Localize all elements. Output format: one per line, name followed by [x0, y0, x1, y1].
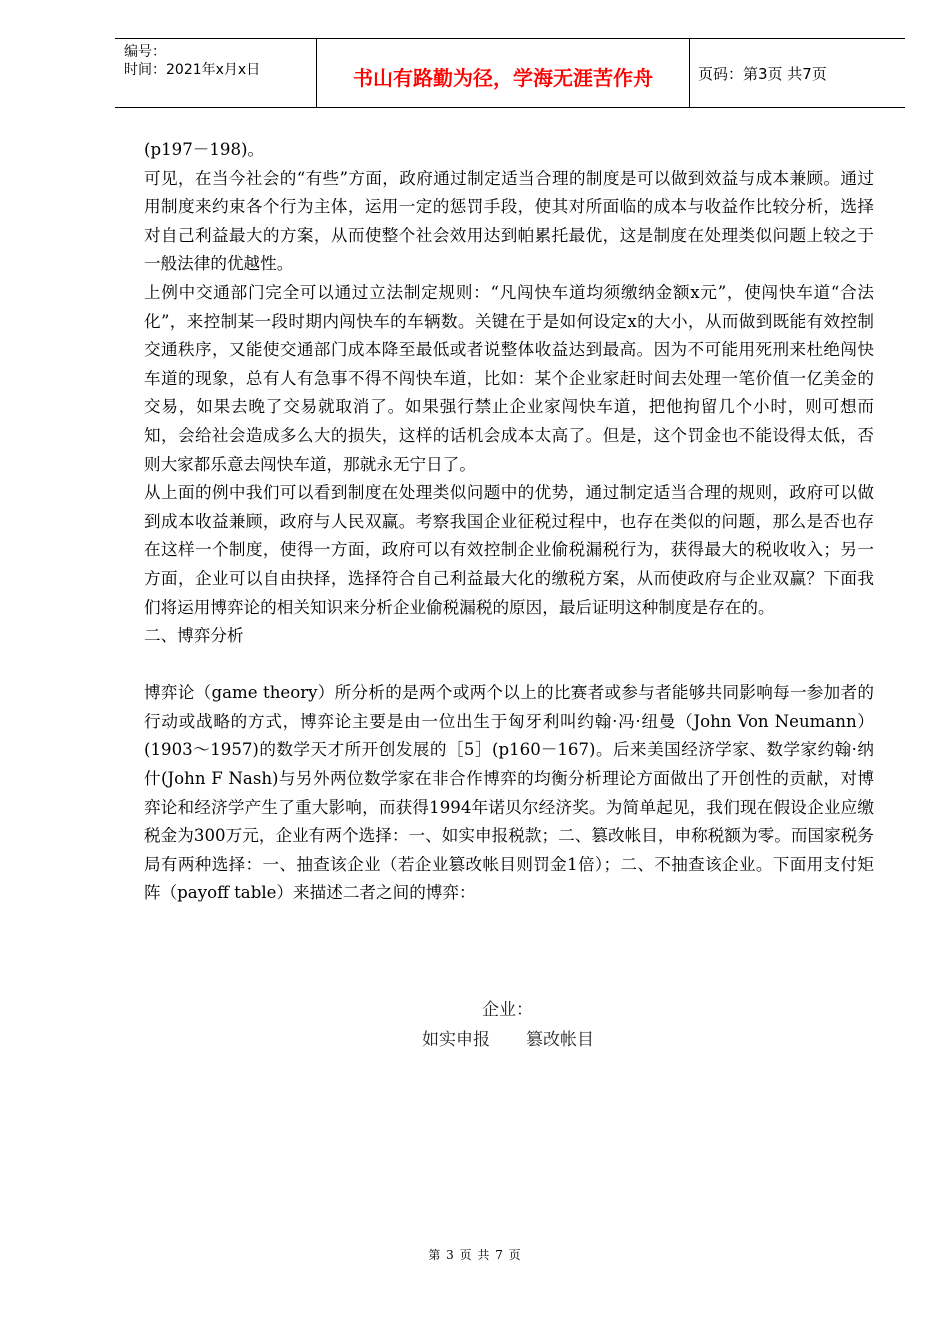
strategy-truthful: 如实申报	[422, 1030, 490, 1050]
paragraph: 上例中交通部门完全可以通过立法制定规则：“凡闯快车道均须缴纳金额x元”，使闯快车道“合法化”，来控制某一段时期内闯快车的车辆数。关键在于是如何设定x的大小，从而做到既能有效控制交通秩序，又能使交通部门成本降至最低或者说整体收益达到最高。因为不可能用死刑来杜绝闯快车道的现象，总有人有急事不得不闯快车道，比如：某个企业家赶时间去处理一笔价值一亿美金的交易，如果去晚了交易就取消了。如果强行禁止企业家闯快车道，把他拘留几个小时，则可想而知，会给社会造成多么大的损失，这样的话机会成本太高了。但是，这个罚金也不能设得太低，否则大家都乐意去闯快车道，那就永无宁日了。	[144, 282, 874, 474]
header-motto: 书山有路勤为径，学海无涯苦作舟	[353, 66, 653, 90]
document-date: 时间：2021年x月x日	[124, 62, 261, 78]
header-page-info: 页码：第3页 共7页	[698, 65, 827, 83]
document-header	[115, 38, 905, 108]
blank-line	[144, 651, 874, 680]
paragraph: 可见，在当今社会的“有些”方面，政府通过制定适当合理的制度是可以做到效益与成本兼顾。通过用制度来约束各个行为主体，运用一定的惩罚手段，使其对所面临的成本与收益作比较分析，选择对自己利益最大的方案，从而使整个社会效用达到帕累托最优，这是制度在处理类似问题上较之于一般法律的优越性。	[144, 168, 874, 274]
header-motto-cell	[316, 39, 690, 107]
document-body	[144, 136, 874, 908]
payoff-matrix-header	[400, 998, 640, 1052]
document-number-label: 编号：	[124, 44, 166, 60]
strategy-falsify: 篡改帐目	[526, 1030, 594, 1050]
strategy-row	[400, 1028, 640, 1052]
page-footer: 第 3 页 共 7 页	[428, 1248, 522, 1262]
player-label: 企业：	[482, 1000, 533, 1020]
header-page-cell	[690, 39, 905, 107]
paragraph: (p197－198)。	[144, 140, 265, 159]
paragraph: 从上面的例中我们可以看到制度在处理类似问题中的优势，通过制定适当合理的规则，政府可以做到成本收益兼顾，政府与人民双赢。考察我国企业征税过程中，也存在类似的问题，那么是否也存在这样一个制度，使得一方面，政府可以有效控制企业偷税漏税行为，获得最大的税收收入；另一方面，企业可以自由抉择，选择符合自己利益最大化的缴税方案，从而使政府与企业双赢？下面我们将运用博弈论的相关知识来分析企业偷税漏税的原因，最后证明这种制度是存在的。	[144, 483, 874, 617]
paragraph: 博弈论（game theory）所分析的是两个或两个以上的比赛者或参与者能够共同影响每一参加者的行动或战略的方式，博弈论主要是由一位出生于匈牙利叫约翰·冯·纽曼（John Von Neumann）(1903～1957)的数学天才所开创发展的［5］(p160－167)。后来美国经济学家、数学家约翰·纳什(John F Nash)与另外两位数学家在非合作博弈的均衡分析理论方面做出了开创性的贡献，对博弈论和经济学产生了重大影响，而获得1994年诺贝尔经济奖。为简单起见，我们现在假设企业应缴税金为300万元，企业有两个选择：一、如实申报税款；二、篡改帐目，申称税额为零。而国家税务局有两种选择：一、抽查该企业（若企业篡改帐目则罚金1倍）；二、不抽查该企业。下面用支付矩阵（payoff table）来描述二者之间的博弈：	[144, 683, 874, 903]
header-info-cell	[115, 39, 316, 107]
section-heading: 二、博弈分析	[144, 626, 244, 646]
